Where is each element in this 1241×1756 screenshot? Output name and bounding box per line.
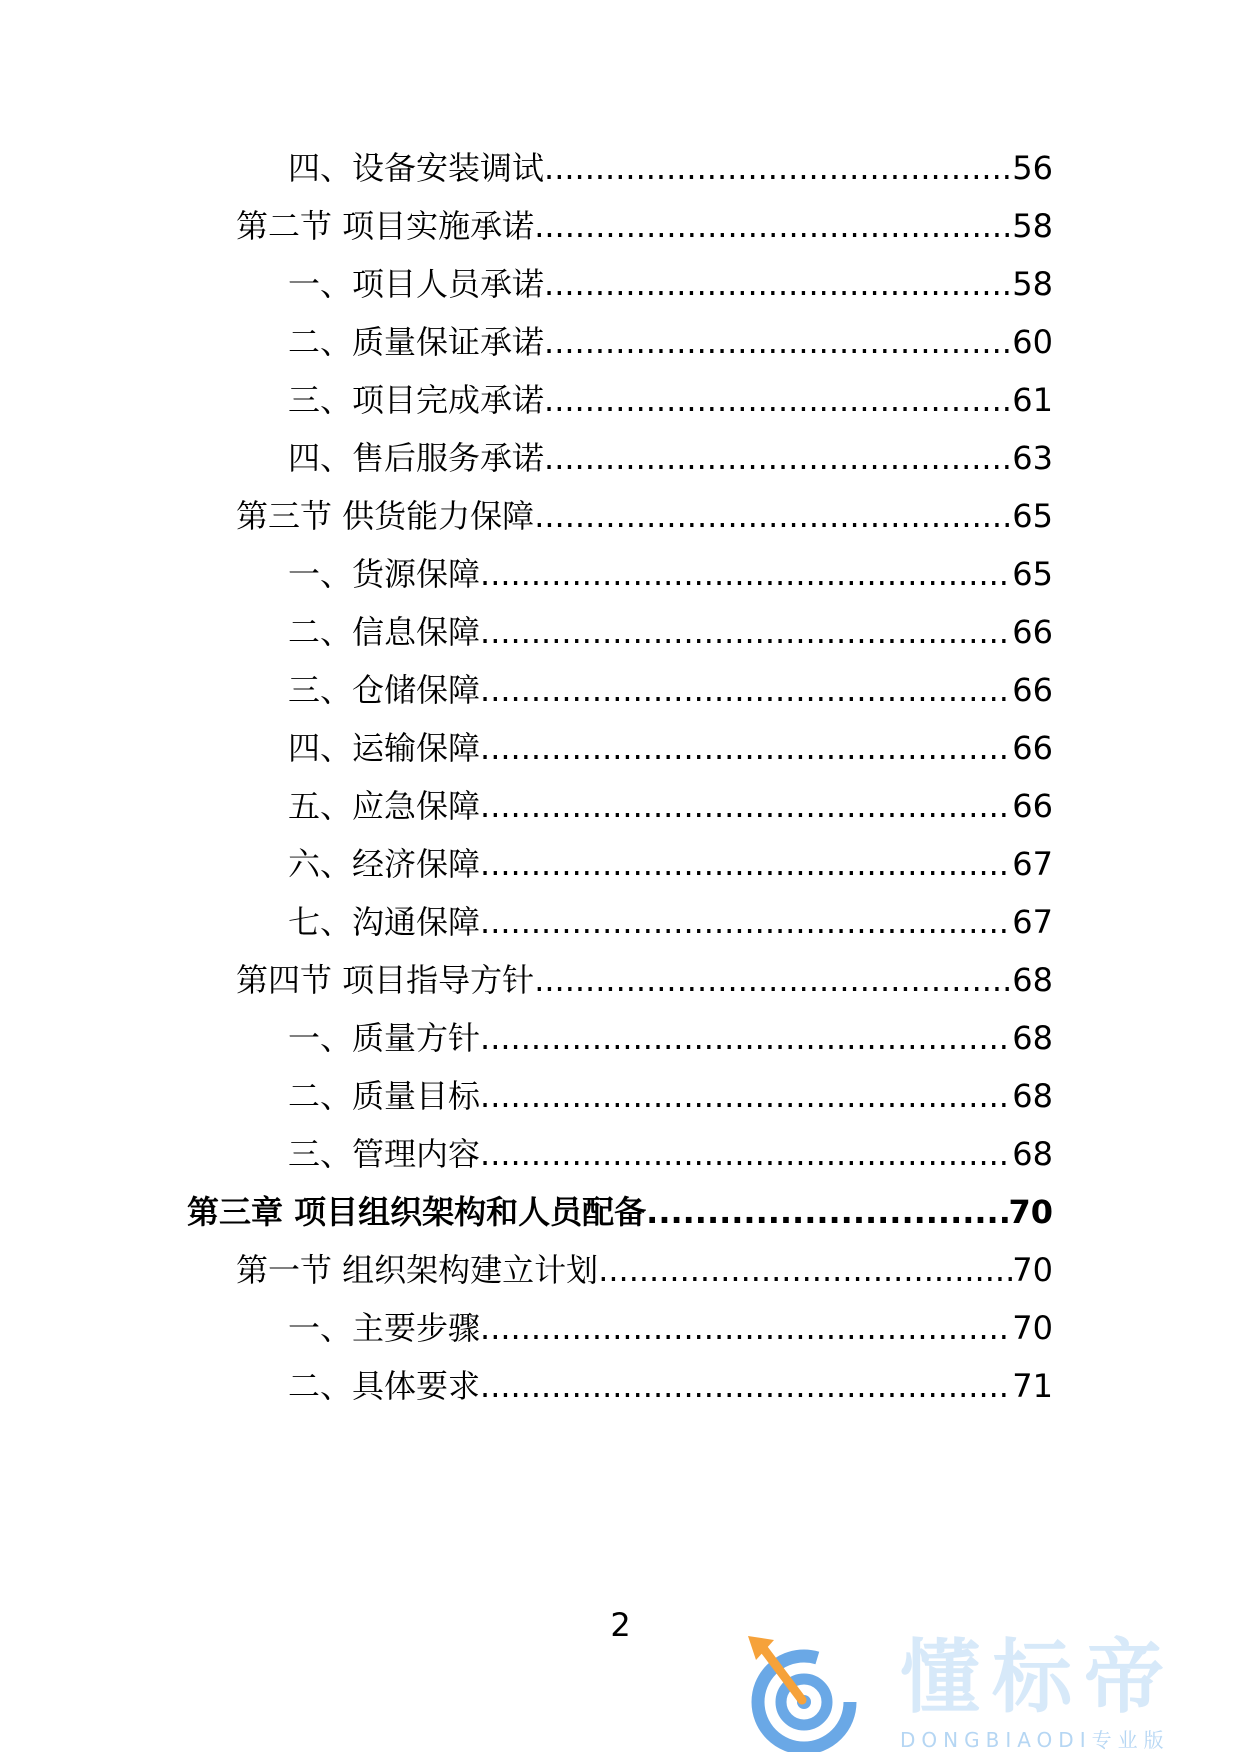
toc-entry-page: 56 [1012,149,1053,187]
toc-dot-leader [544,377,1012,423]
toc-entry[interactable] [288,435,1053,481]
toc-entry[interactable] [288,261,1053,307]
toc-entry-page: 68 [1012,961,1053,999]
toc-entry-title: 二、信息保障 [288,613,481,651]
toc-entry-title: 第一节 组织架构建立计划 [236,1251,599,1289]
toc-entry-page: 58 [1012,207,1053,245]
toc-entry[interactable] [288,1073,1053,1119]
toc-entry[interactable] [288,1015,1053,1061]
toc-dot-leader [480,551,1012,597]
toc-dot-leader [480,667,1012,713]
toc-entry-title: 五、应急保障 [288,787,481,825]
toc-entry-page: 68 [1012,1135,1053,1173]
toc-entry-title: 二、具体要求 [288,1367,481,1405]
toc-entry-title: 第三章 项目组织架构和人员配备 [187,1193,647,1231]
toc-entry-page: 70 [1008,1193,1053,1231]
toc-dot-leader [534,493,1012,539]
toc-entry[interactable] [288,725,1053,771]
toc-dot-leader [480,841,1012,887]
toc-entry-title: 三、管理内容 [288,1135,481,1173]
toc-entry[interactable] [288,1131,1053,1177]
toc-dot-leader [480,1131,1012,1177]
toc-entry-title: 三、项目完成承诺 [288,381,545,419]
toc-dot-leader [480,1363,1012,1409]
toc-chapter-entry[interactable] [187,1189,1053,1235]
toc-entry[interactable] [288,145,1053,191]
toc-entry-title: 七、沟通保障 [288,903,481,941]
watermark-brand-name: 懂标帝 [900,1631,1176,1724]
toc-dot-leader [534,203,1012,249]
toc-entry-page: 65 [1012,555,1053,593]
toc-entry-title: 二、质量保证承诺 [288,323,545,361]
toc-dot-leader [544,145,1012,191]
toc-entry[interactable] [288,783,1053,829]
toc-entry[interactable] [236,493,1053,539]
toc-dot-leader [544,319,1012,365]
toc-dot-leader [480,1305,1012,1351]
toc-entry-title: 一、货源保障 [288,555,481,593]
toc-entry[interactable] [288,899,1053,945]
toc-entry-page: 66 [1012,613,1053,651]
page-number: 2 [610,1606,631,1644]
toc-dot-leader [480,725,1012,771]
toc-entry[interactable] [288,377,1053,423]
toc-entry-title: 四、设备安装调试 [288,149,545,187]
toc-entry-page: 68 [1012,1019,1053,1057]
toc-entry-page: 63 [1012,439,1053,477]
toc-entry-page: 58 [1012,265,1053,303]
target-arrow-logo-icon [744,1634,874,1752]
toc-entry-page: 65 [1012,497,1053,535]
toc-entry[interactable] [236,957,1053,1003]
toc-entry-page: 67 [1012,845,1053,883]
toc-entry[interactable] [288,1305,1053,1351]
toc-dot-leader [480,1015,1012,1061]
toc-entry-page: 60 [1012,323,1053,361]
toc-entry-page: 67 [1012,903,1053,941]
toc-entry-title: 二、质量目标 [288,1077,481,1115]
toc-entry-title: 四、售后服务承诺 [288,439,545,477]
toc-entry-title: 第二节 项目实施承诺 [236,207,535,245]
toc-dot-leader [646,1189,1008,1235]
toc-entry-title: 一、项目人员承诺 [288,265,545,303]
toc-dot-leader [480,899,1012,945]
toc-entry[interactable] [288,1363,1053,1409]
toc-dot-leader [480,783,1012,829]
toc-entry-page: 71 [1012,1367,1053,1405]
toc-dot-leader [480,1073,1012,1119]
toc-entry-title: 三、仓储保障 [288,671,481,709]
watermark-subtitle: DONGBIAODI专业版 [900,1728,1170,1752]
toc-entry-page: 66 [1012,729,1053,767]
toc-entry-title: 一、主要步骤 [288,1309,481,1347]
toc-entry[interactable] [288,319,1053,365]
toc-entry[interactable] [288,667,1053,713]
toc-entry-title: 第四节 项目指导方针 [236,961,535,999]
toc-entry-page: 66 [1012,787,1053,825]
toc-entry-page: 61 [1012,381,1053,419]
toc-entry-page: 70 [1012,1309,1053,1347]
toc-dot-leader [544,261,1012,307]
toc-dot-leader [544,435,1012,481]
toc-entry[interactable] [288,609,1053,655]
toc-entry-title: 一、质量方针 [288,1019,481,1057]
toc-entry-title: 六、经济保障 [288,845,481,883]
toc-entry-page: 68 [1012,1077,1053,1115]
toc-entry[interactable] [236,203,1053,249]
toc-dot-leader [598,1247,1012,1293]
toc-dot-leader [480,609,1012,655]
toc-entry[interactable] [288,551,1053,597]
toc-entry-page: 66 [1012,671,1053,709]
watermark [744,1631,1214,1752]
toc-dot-leader [534,957,1012,1003]
toc-entry-title: 第三节 供货能力保障 [236,497,535,535]
toc-entry-title: 四、运输保障 [288,729,481,767]
toc-entry[interactable] [236,1247,1053,1293]
toc-entry[interactable] [288,841,1053,887]
toc-entry-page: 70 [1012,1251,1053,1289]
